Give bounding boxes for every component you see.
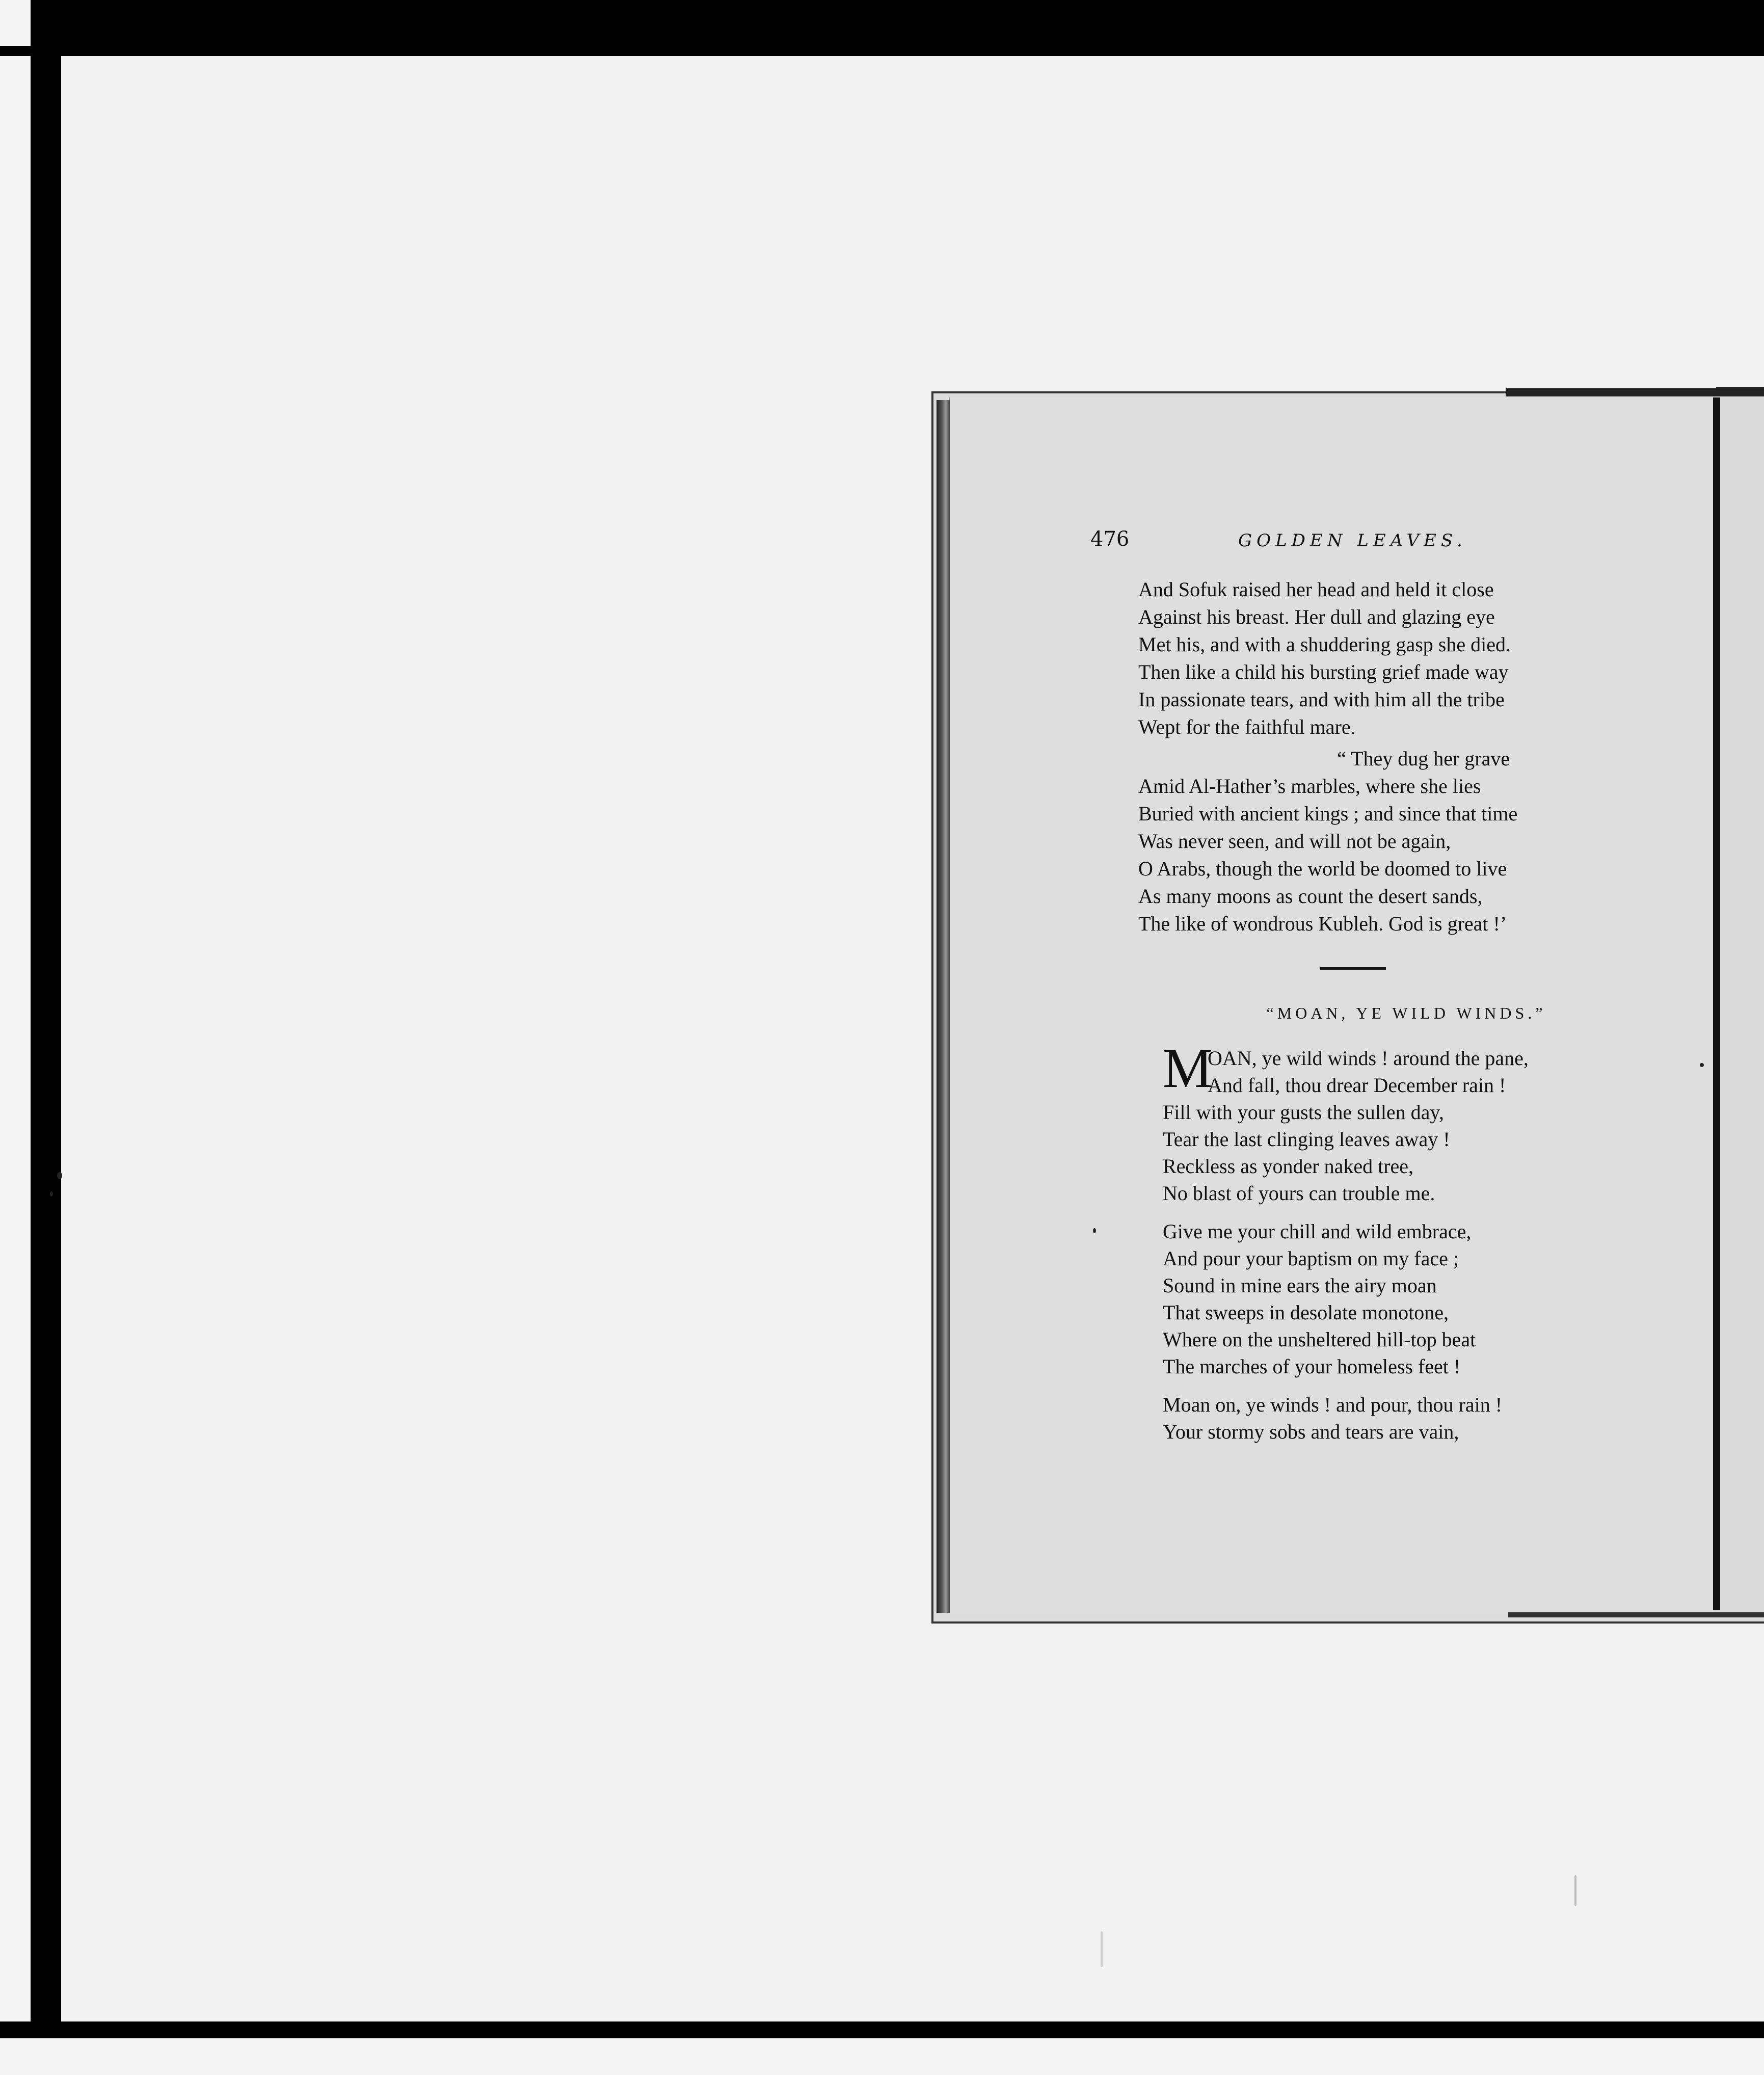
verse-line: Sound in mine ears the airy moan — [1163, 1274, 1437, 1297]
cover-top-edge — [1506, 388, 1764, 396]
film-border-bottom — [0, 2038, 1764, 2075]
verse-line: In passionate tears, and with him all the tribe — [1138, 688, 1505, 711]
film-speck — [57, 1172, 62, 1179]
verse-line: Give me your chill and wild embrace, — [1163, 1220, 1472, 1243]
film-speck — [1700, 1063, 1704, 1067]
verse-line: Buried with ancient kings ; and since that time — [1138, 802, 1518, 825]
verse-line: No blast of yours can trouble me. — [1163, 1182, 1435, 1205]
verse-line: Reckless as yonder naked tree, — [1163, 1155, 1414, 1178]
film-speck — [1093, 1228, 1096, 1233]
poem-title: “MOAN, YE WILD WINDS.” — [1266, 1004, 1546, 1022]
verse-line: And fall, thou drear December rain ! — [1208, 1074, 1506, 1097]
book-title: GOLDEN LEAVES. — [1238, 530, 1467, 551]
verse-line: And pour your baptism on my face ; — [1163, 1247, 1459, 1270]
verse-line: Where on the unsheltered hill-top beat — [1163, 1328, 1476, 1351]
verse-line: Against his breast. Her dull and glazing eye — [1138, 605, 1495, 628]
page-number: 476 — [1090, 527, 1130, 551]
poem-moan-ye-wild-winds — [1163, 1037, 1693, 1445]
verse-line: Met his, and with a shuddering gasp she died. — [1138, 633, 1511, 656]
verse-line: And Sofuk raised her head and held it close — [1138, 578, 1494, 601]
film-border-left — [0, 56, 31, 2021]
drop-cap: M — [1163, 1037, 1213, 1099]
verse-line: Your stormy sobs and tears are vain, — [1163, 1420, 1459, 1443]
verse-line: Then like a child his bursting grief made way — [1138, 660, 1509, 683]
verse-line: That sweeps in desolate monotone, — [1163, 1301, 1449, 1324]
verse-line: O Arabs, though the world be doomed to live — [1138, 857, 1507, 880]
poem-continuation — [1138, 576, 1699, 938]
verse-line: Was never seen, and will not be again, — [1138, 830, 1451, 853]
verse-line: Fill with your gusts the sullen day, — [1163, 1101, 1444, 1124]
stanza — [1163, 1391, 1693, 1445]
book-gutter — [937, 400, 950, 1613]
verse-line: Wept for the faithful mare. — [1138, 715, 1356, 738]
verse-line: The like of wondrous Kubleh. God is great !’ — [1138, 912, 1507, 935]
running-head — [1090, 527, 1569, 558]
page-edge-right — [1713, 397, 1720, 1610]
stanza — [1163, 1218, 1693, 1380]
verse-line: “ They dug her grave — [1337, 747, 1510, 770]
verse-line: Tear the last clinging leaves away ! — [1163, 1128, 1450, 1151]
verse-line: As many moons as count the desert sands, — [1138, 885, 1483, 908]
verse-line: The marches of your homeless feet ! — [1163, 1355, 1461, 1378]
facing-page — [1720, 387, 1764, 1620]
film-speck — [1574, 1875, 1576, 1906]
verse-line: OAN, ye wild winds ! around the pane, — [1208, 1047, 1529, 1070]
section-divider — [1320, 967, 1386, 970]
film-speck — [1101, 1931, 1103, 1967]
verse-line: Moan on, ye winds ! and pour, thou rain ! — [1163, 1393, 1503, 1416]
cover-bottom-edge — [1508, 1612, 1764, 1617]
verse-line: Amid Al-Hather’s marbles, where she lies — [1138, 775, 1481, 797]
film-speck — [50, 1191, 53, 1196]
film-border-left-top — [0, 0, 31, 46]
